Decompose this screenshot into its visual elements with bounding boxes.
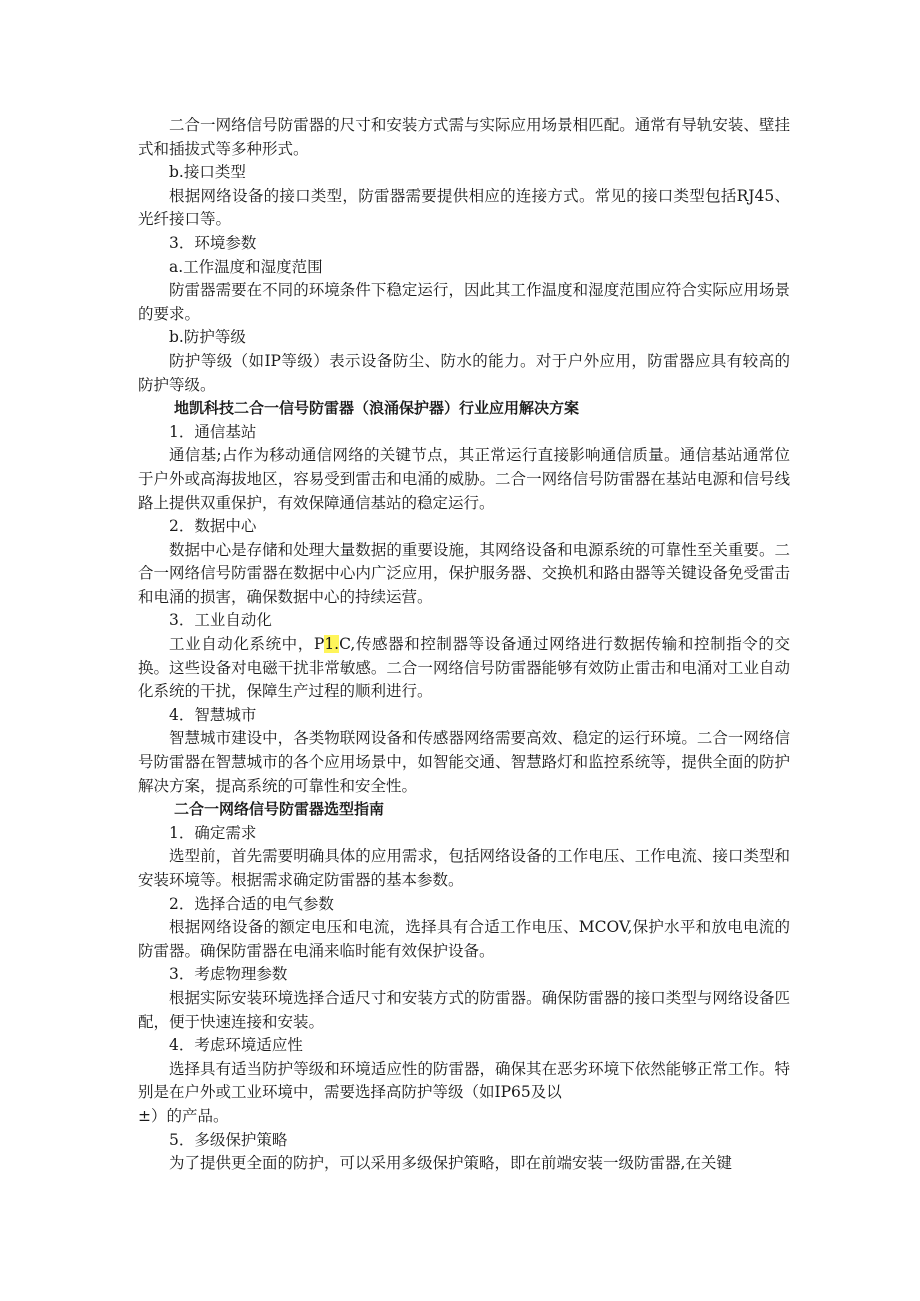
paragraph-interface-type: 根据网络设备的接口类型，防雷器需要提供相应的连接方式。常见的接口类型包括RJ45、光纤接口等。 (138, 186, 790, 229)
paragraph-industrial-automation (138, 633, 790, 704)
paragraph-continuation: ±）的产品。 (138, 1106, 229, 1125)
section-heading-industry-solutions: 地凯科技二合一信号防雷器（浪涌保护器）行业应用解决方案 (174, 399, 580, 418)
section-heading-selection-guide: 二合一网络信号防雷器选型指南 (174, 800, 385, 819)
subheading-physical-parameters: 3．考虑物理参数 (169, 965, 288, 984)
subheading-interface-type: b.接口类型 (169, 163, 246, 182)
paragraph-data-center: 数据中心是存储和处理大量数据的重要设施，其网络设备和电源系统的可靠性至关重要。二合一网络信号防雷器在数据中心内广泛应用，保护服务器、交换机和路由器等关键设备免受雷击和电涌的损害，确保数据中心的持续运营。 (138, 540, 790, 606)
paragraph-protection-level: 防护等级（如IP等级）表示设备防尘、防水的能力。对于户外应用，防雷器应具有较高的防护等级。 (138, 351, 790, 394)
paragraph-temperature-humidity: 防雷器需要在不同的环境条件下稳定运行，因此其工作温度和湿度范围应符合实际应用场景的要求。 (138, 281, 790, 323)
paragraph-environmental-adaptability: 选择具有适当防护等级和环境适应性的防雷器，确保其在恶劣环境下依然能够正常工作。特别是在户外或工业环境中，需要选择高防护等级（如IP65及以 (138, 1059, 790, 1102)
subheading-environment-parameters: 3．环境参数 (169, 233, 257, 252)
text-run: 工业自动化系统中，P (169, 635, 325, 654)
paragraph-physical-parameters: 根据实际安装环境选择合适尺寸和安装方式的防雷器。确保防雷器的接口类型与网络设备匹配，便于快速连接和安装。 (138, 988, 790, 1031)
subheading-base-station: 1．通信基站 (169, 422, 257, 441)
subheading-smart-city: 4．智慧城市 (169, 705, 257, 724)
paragraph-determine-requirements: 选型前，首先需要明确具体的应用需求，包括网络设备的工作电压、工作电流、接口类型和安装环境等。根据需求确定防雷器的基本参数。 (138, 847, 790, 889)
subheading-electrical-parameters: 2．选择合适的电气参数 (169, 894, 334, 913)
subheading-determine-requirements: 1．确定需求 (169, 823, 257, 842)
subheading-temperature-humidity: a.工作温度和湿度范围 (169, 257, 323, 276)
paragraph-electrical-parameters: 根据网络设备的额定电压和电流，选择具有合适工作电压、MCOV,保护水平和放电电流的防雷器。确保防雷器在电涌来临时能有效保护设备。 (138, 918, 790, 960)
highlighted-text: 1. (324, 635, 340, 654)
paragraph-smart-city: 智慧城市建设中，各类物联网设备和传感器网络需要高效、稳定的运行环境。二合一网络信号防雷器在智慧城市的各个应用场景中，如智能交通、智慧路灯和监控系统等，提供全面的防护解决方案，提高系统的可靠性和安全性。 (138, 729, 790, 795)
subheading-multilevel-protection: 5．多级保护策略 (169, 1130, 288, 1149)
document-body (138, 114, 790, 1176)
subheading-industrial-automation: 3．工业自动化 (169, 611, 272, 630)
text-run: C,传感器和控制器等设备通过网络进行数据传输和控制指令的交换。这些设备对电磁干扰非常敏感。二合一网络信号防雷器能够有效防止雷击和电涌对工业自动化系统的干扰，保障生产过程的顺利进行。 (138, 635, 790, 701)
paragraph-base-station: 通信基;占作为移动通信网络的关键节点，其正常运行直接影响通信质量。通信基站通常位于户外或高海拔地区，容易受到雷击和电涌的威胁。二合一网络信号防雷器在基站电源和信号线路上提供双重保护，有效保障通信基站的稳定运行。 (138, 446, 790, 512)
subheading-data-center: 2．数据中心 (169, 517, 257, 536)
subheading-protection-level: b.防护等级 (169, 328, 246, 347)
paragraph-multilevel-protection: 为了提供更全面的防护，可以采用多级保护策略，即在前端安装一级防雷器,在关键 (169, 1154, 732, 1173)
paragraph-mounting-methods: 二合一网络信号防雷器的尺寸和安装方式需与实际应用场景相匹配。通常有导轨安装、壁挂式和插拔式等多种形式。 (138, 116, 790, 158)
subheading-environmental-adaptability: 4．考虑环境适应性 (169, 1036, 303, 1055)
